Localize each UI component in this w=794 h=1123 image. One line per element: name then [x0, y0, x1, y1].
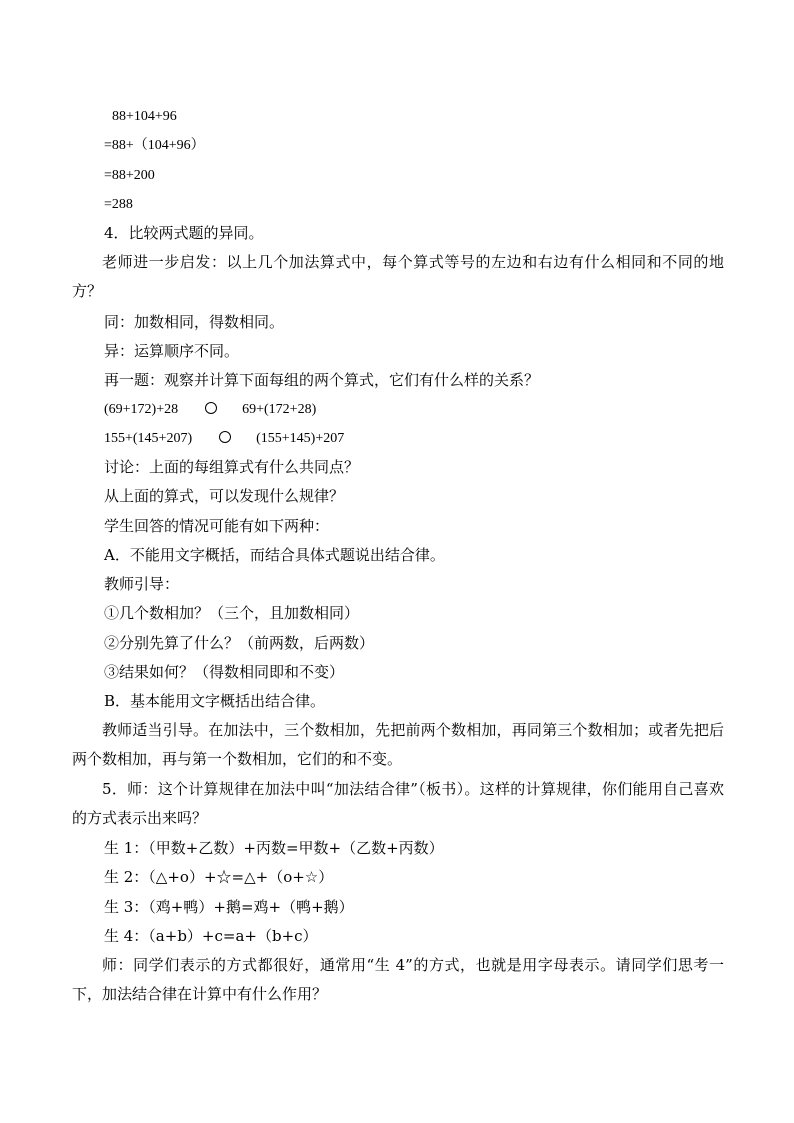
text-student-answers: 学生回答的情况可能有如下两种： [104, 517, 330, 535]
student-answer-1: 生 1：（甲数+乙数）+丙数=甲数+（乙数+丙数） [104, 839, 444, 857]
text-different: 异：运算顺序不同。 [104, 342, 240, 360]
comparison-circle-icon [219, 431, 231, 443]
expression-right-2: (155+145)+207 [256, 431, 345, 446]
expression-pair-1 [104, 401, 316, 419]
student-answer-3: 生 3：（鸡+鸭）+鹅=鸡+（鸭+鹅） [104, 898, 354, 916]
equation-line-1: 88+104+96 [112, 109, 177, 124]
text-teacher-guide: 教师引导： [104, 575, 180, 593]
paragraph-question-5: 5．师：这个计算规律在加法中叫“加法结合律”（板书）。这样的计算规律，你们能用自己喜欢的方式表示出来吗？ [72, 780, 724, 827]
equation-line-3: =88+200 [104, 168, 155, 183]
expression-left-1: (69+172)+28 [104, 402, 179, 417]
text-same: 同：加数相同，得数相同。 [104, 313, 285, 331]
paragraph-teacher-summary: 师：同学们表示的方式都很好，通常用“生 4”的方式，也就是用字母表示。请同学们思考一下，加法结合律在计算中有什么作用？ [72, 956, 724, 1003]
student-answer-2: 生 2：（△+o）+☆=△+（o+☆） [104, 868, 334, 886]
expression-pair-2 [104, 430, 344, 448]
student-answer-4: 生 4：（a+b）+c=a+（b+c） [104, 927, 318, 945]
list-item-3: ③结果如何？（得数相同即和不变） [104, 663, 345, 681]
equation-line-4: =288 [104, 197, 133, 212]
expression-right-1: 69+(172+28) [242, 402, 317, 417]
text-discussion: 讨论：上面的每组算式有什么共同点？ [104, 458, 360, 476]
expression-left-2: 155+(145+207) [104, 431, 193, 446]
paragraph-teacher-prompt: 老师进一步启发：以上几个加法算式中，每个算式等号的左边和右边有什么相同和不同的地方？ [72, 253, 724, 300]
text-find-rule: 从上面的算式，可以发现什么规律？ [104, 487, 345, 505]
section-heading-4: 4．比较两式题的异同。 [104, 224, 264, 242]
text-case-b: B．基本能用文字概括出结合律。 [104, 692, 326, 710]
paragraph-teacher-explanation: 教师适当引导。在加法中，三个数相加，先把前两个数相加，再同第三个数相加；或者先把后两个数相加，再与第一个数相加，它们的和不变。 [72, 721, 724, 768]
list-item-1: ①几个数相加？（三个，且加数相同） [104, 604, 360, 622]
text-case-a: A．不能用文字概括，而结合具体式题说出结合律。 [104, 546, 445, 564]
equation-line-2: =88+（104+96） [104, 138, 205, 153]
list-item-2: ②分别先算了什么？（前两数，后两数） [104, 634, 375, 652]
text-another-question: 再一题：观察并计算下面每组的两个算式，它们有什么样的关系？ [104, 371, 540, 389]
comparison-circle-icon [205, 402, 217, 414]
